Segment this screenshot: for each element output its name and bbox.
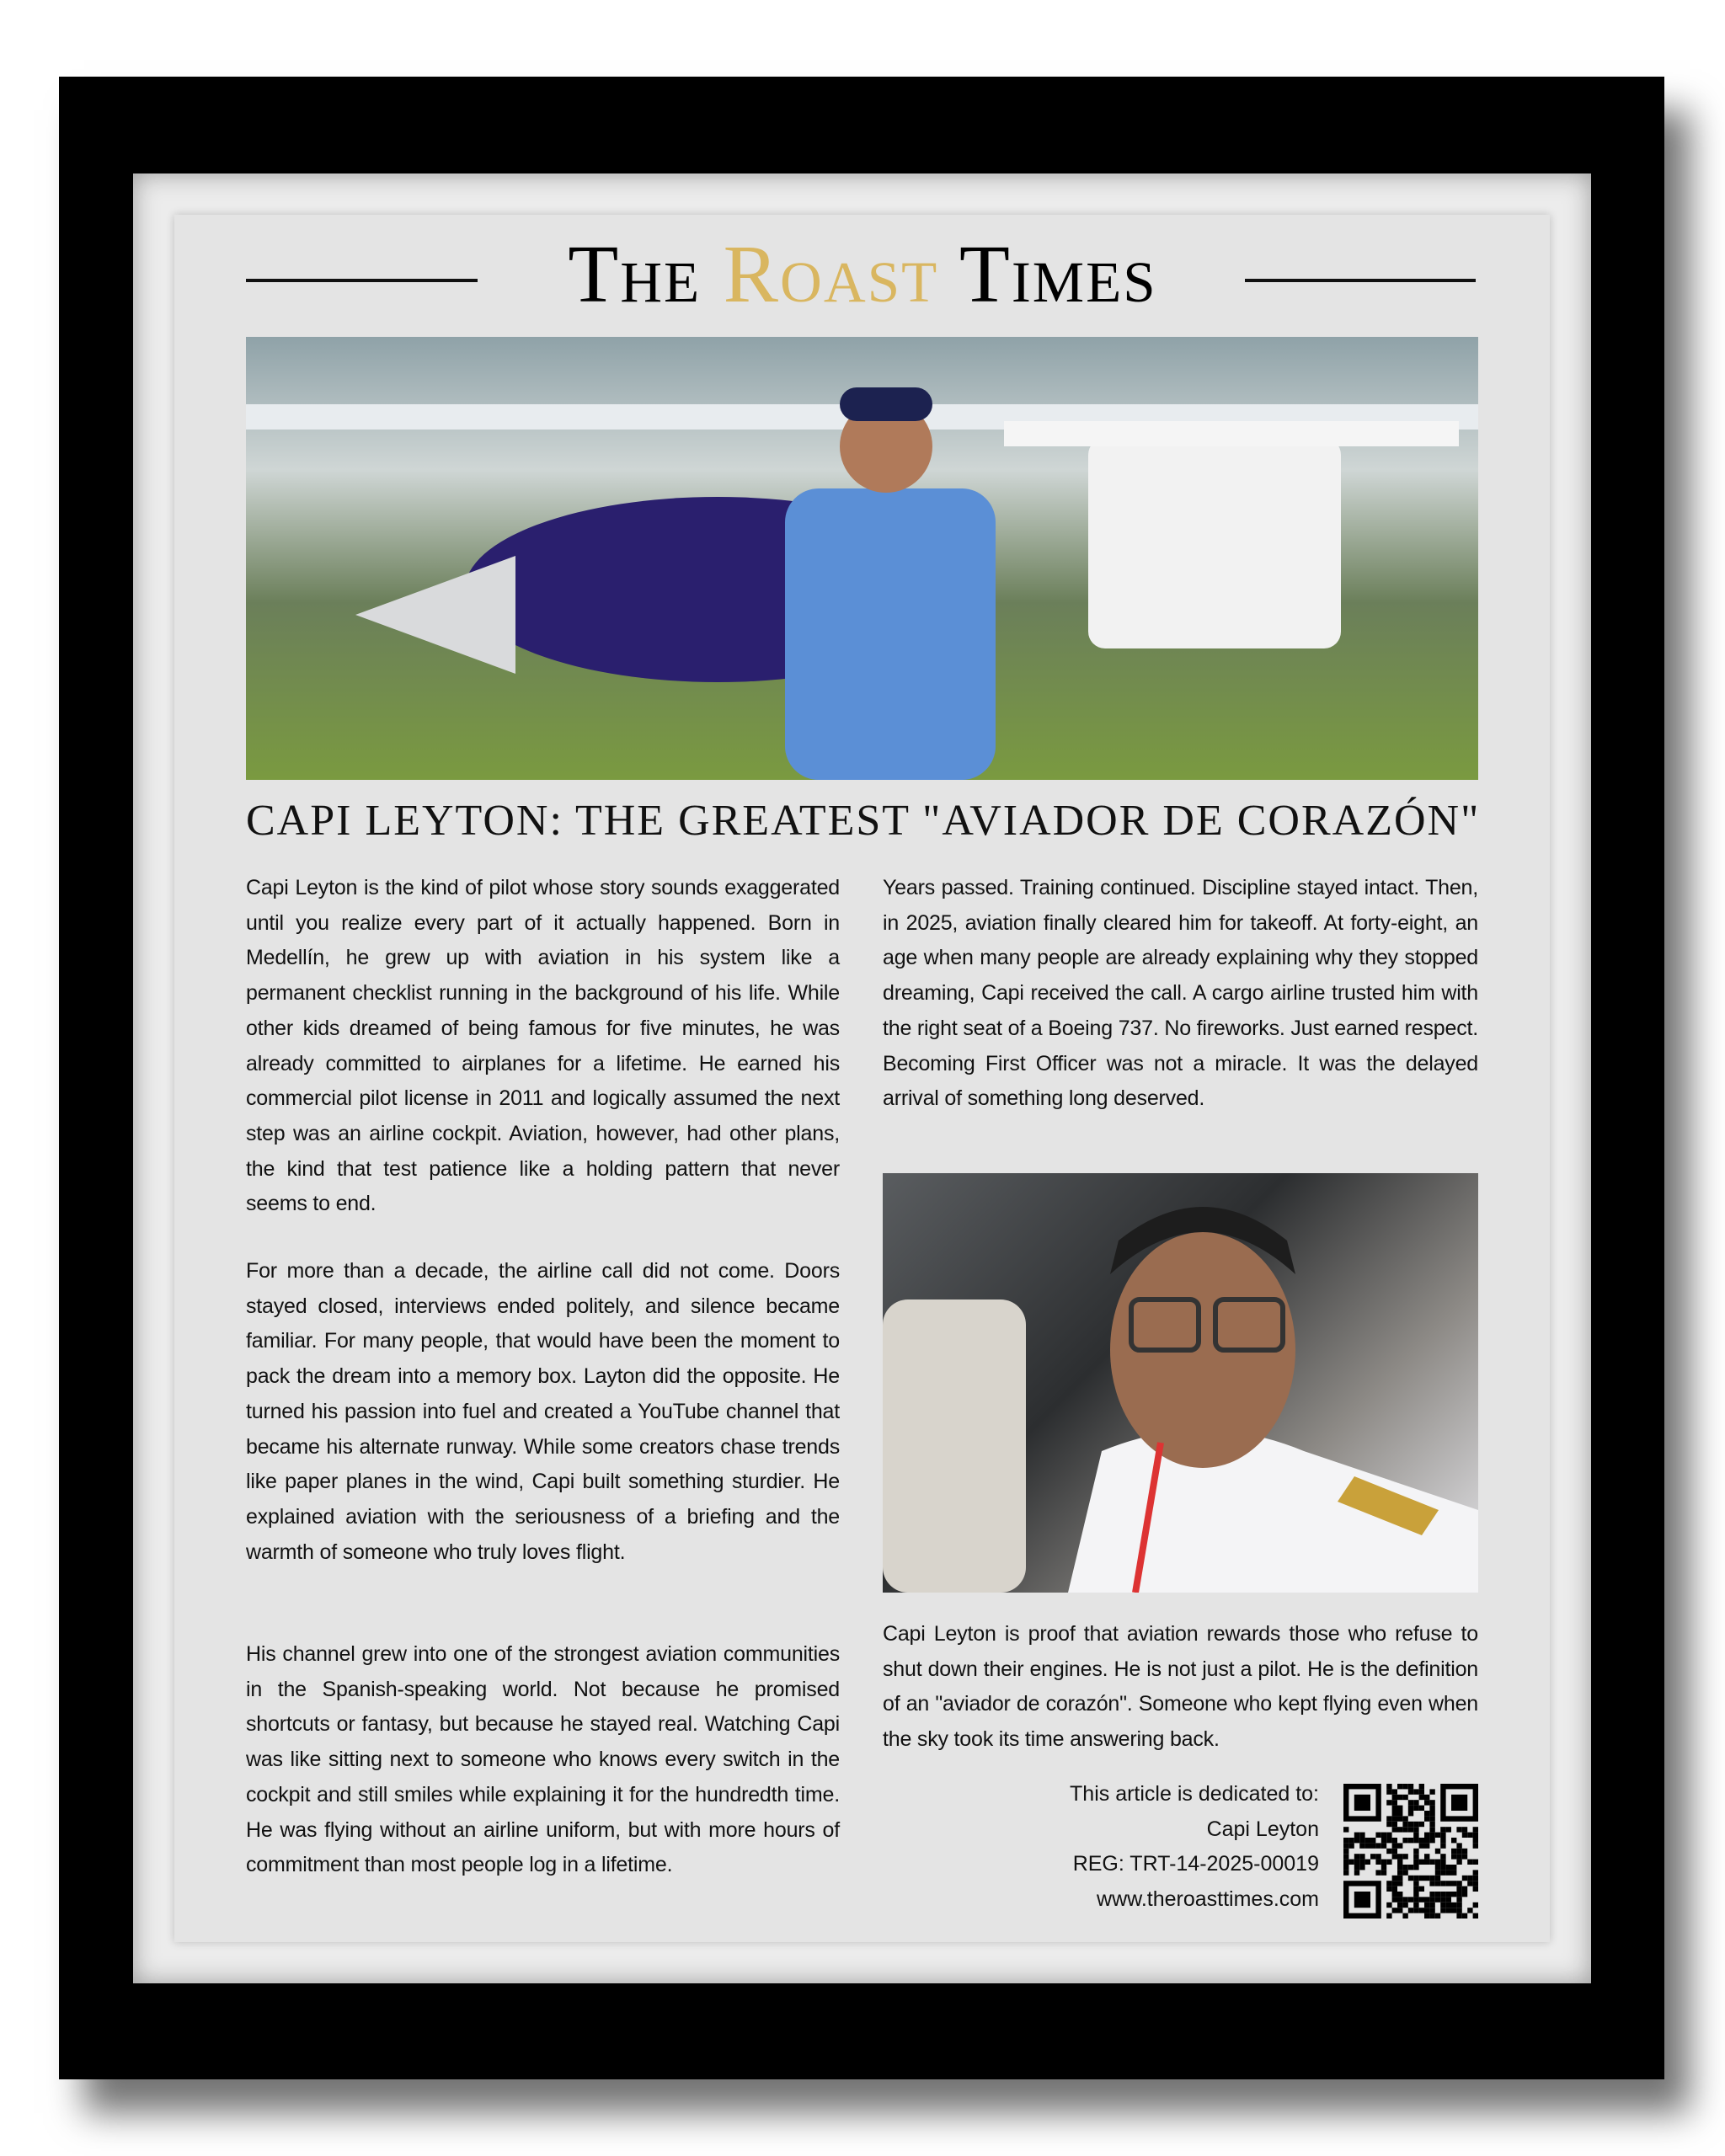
qr-module	[1408, 1822, 1413, 1827]
qr-module	[1429, 1806, 1434, 1811]
qr-module	[1451, 1908, 1456, 1913]
qr-module	[1375, 1833, 1381, 1838]
qr-module	[1413, 1886, 1418, 1892]
qr-module	[1424, 1854, 1429, 1859]
qr-module	[1402, 1870, 1407, 1875]
qr-module	[1354, 1860, 1359, 1865]
masthead-times: Times	[959, 229, 1157, 320]
qr-module	[1473, 1833, 1478, 1838]
qr-module	[1451, 1795, 1467, 1811]
qr-module	[1440, 1854, 1445, 1859]
qr-module	[1419, 1806, 1424, 1811]
qr-module	[1451, 1849, 1456, 1854]
qr-module	[1397, 1827, 1402, 1832]
qr-module	[1392, 1795, 1397, 1800]
qr-module	[1359, 1838, 1365, 1843]
qr-module	[1343, 1827, 1348, 1832]
qr-module	[1413, 1789, 1418, 1794]
qr-module	[1451, 1903, 1456, 1908]
qr-module	[1446, 1865, 1451, 1870]
qr-module	[1473, 1838, 1478, 1843]
qr-module	[1456, 1913, 1461, 1919]
qr-module	[1451, 1870, 1456, 1875]
qr-module	[1435, 1865, 1440, 1870]
qr-module	[1397, 1881, 1402, 1886]
qr-module	[1419, 1838, 1424, 1843]
article-headline: CAPI LEYTON: THE GREATEST "AVIADOR DE CORAZÓN"	[246, 797, 1481, 845]
qr-module	[1462, 1886, 1467, 1892]
qr-module	[1456, 1843, 1461, 1848]
qr-module	[1473, 1881, 1478, 1886]
qr-module	[1392, 1827, 1397, 1832]
qr-module	[1392, 1892, 1397, 1897]
qr-module	[1429, 1903, 1434, 1908]
qr-module	[1424, 1913, 1429, 1919]
masthead-rule-left	[246, 279, 478, 282]
qr-module	[1386, 1886, 1391, 1892]
qr-module	[1440, 1870, 1445, 1875]
qr-module	[1419, 1897, 1424, 1902]
qr-module	[1392, 1800, 1397, 1805]
article-closing-paragraph: Capi Leyton is proof that aviation rewards those who refuse to shut down their engines. He is not just a pilot. He is the definition of an "aviador de corazón". Someone who kept flying even when the sky took its time answering back.	[883, 1622, 1478, 1752]
qr-module	[1343, 1849, 1348, 1854]
qr-module	[1413, 1833, 1418, 1838]
qr-module	[1435, 1881, 1440, 1886]
qr-module	[1359, 1865, 1365, 1870]
qr-module	[1440, 1903, 1445, 1908]
qr-module	[1435, 1849, 1440, 1854]
qr-module	[1435, 1897, 1440, 1902]
qr-module	[1440, 1838, 1445, 1843]
pilot-in-cockpit-photo	[883, 1173, 1478, 1593]
qr-module	[1435, 1892, 1440, 1897]
qr-module	[1392, 1886, 1397, 1892]
registration-number: REG: TRT-14-2025-00019	[1072, 1852, 1319, 1876]
qr-module	[1392, 1816, 1397, 1821]
qr-module	[1386, 1833, 1391, 1838]
qr-module	[1467, 1881, 1472, 1886]
qr-module	[1446, 1870, 1451, 1875]
qr-module	[1424, 1838, 1429, 1843]
qr-module	[1359, 1860, 1365, 1865]
qr-module	[1413, 1849, 1418, 1854]
qr-module	[1386, 1913, 1391, 1919]
qr-module	[1392, 1881, 1397, 1886]
qr-module	[1435, 1913, 1440, 1919]
qr-module	[1359, 1854, 1365, 1859]
qr-module	[1473, 1876, 1478, 1881]
qr-module	[1413, 1876, 1418, 1881]
qr-module	[1397, 1865, 1402, 1870]
qr-module	[1429, 1789, 1434, 1794]
qr-module	[1413, 1903, 1418, 1908]
qr-module	[1392, 1789, 1397, 1794]
pilot-with-plane-photo	[246, 337, 1478, 780]
qr-module	[1343, 1865, 1348, 1870]
masthead-the: The	[568, 229, 702, 320]
qr-module	[1354, 1833, 1359, 1838]
qr-module	[1424, 1876, 1429, 1881]
qr-module	[1451, 1854, 1456, 1859]
qr-module	[1413, 1822, 1418, 1827]
qr-module	[1402, 1913, 1407, 1919]
qr-module	[1419, 1908, 1424, 1913]
qr-module	[1451, 1838, 1456, 1843]
qr-module	[1456, 1903, 1461, 1908]
qr-module	[1440, 1908, 1445, 1913]
article-paragraph: His channel grew into one of the strongest aviation communities in the Spanish-speaking world. Not because he promised shortcuts or fantasy, but because he stayed real. Watching Capi was like sitting next to someone who knows every switch in the cockpit and still smiles while explaining it for the hundredth time. He was flying without an airline uniform, but with more hours of commitment than most people log in a lifetime.	[246, 1642, 840, 1877]
cockpit-illustration	[883, 1173, 1478, 1593]
qr-module	[1467, 1908, 1472, 1913]
qr-module	[1386, 1849, 1391, 1854]
qr-module	[1348, 1860, 1354, 1865]
qr-module	[1429, 1811, 1434, 1816]
qr-module	[1429, 1833, 1434, 1838]
qr-module	[1343, 1838, 1348, 1843]
qr-module	[1473, 1843, 1478, 1848]
qr-module	[1456, 1886, 1461, 1892]
qr-module	[1473, 1903, 1478, 1908]
qr-code[interactable]	[1343, 1784, 1478, 1919]
qr-module	[1381, 1860, 1386, 1865]
qr-module	[1467, 1860, 1472, 1865]
qr-module	[1386, 1860, 1391, 1865]
qr-module	[1451, 1865, 1456, 1870]
qr-module	[1381, 1833, 1386, 1838]
qr-module	[1413, 1908, 1418, 1913]
qr-module	[1424, 1843, 1429, 1848]
qr-module	[1375, 1870, 1381, 1875]
qr-module	[1424, 1816, 1429, 1821]
qr-module	[1375, 1843, 1381, 1848]
qr-module	[1402, 1854, 1407, 1859]
qr-module	[1359, 1833, 1365, 1838]
masthead-roast: Roast	[723, 229, 939, 320]
qr-module	[1419, 1784, 1424, 1789]
dedication-label: This article is dedicated to:	[1070, 1782, 1319, 1806]
qr-module	[1429, 1892, 1434, 1897]
qr-module	[1397, 1870, 1402, 1875]
qr-module	[1386, 1838, 1391, 1843]
qr-module	[1392, 1897, 1397, 1902]
website-url: www.theroasttimes.com	[1097, 1887, 1319, 1912]
qr-module	[1408, 1876, 1413, 1881]
qr-module	[1462, 1892, 1467, 1897]
qr-module	[1440, 1892, 1445, 1897]
qr-module	[1397, 1854, 1402, 1859]
qr-module	[1473, 1827, 1478, 1832]
qr-module	[1440, 1897, 1445, 1902]
qr-module	[1451, 1892, 1456, 1897]
qr-module	[1381, 1865, 1386, 1870]
qr-module	[1402, 1827, 1407, 1832]
qr-module	[1440, 1833, 1445, 1838]
qr-module	[1456, 1849, 1461, 1854]
qr-module	[1424, 1897, 1429, 1902]
qr-module	[1429, 1897, 1434, 1902]
qr-module	[1440, 1827, 1445, 1832]
qr-module	[1446, 1827, 1451, 1832]
qr-module	[1397, 1897, 1402, 1902]
qr-module	[1429, 1838, 1434, 1843]
qr-module	[1365, 1838, 1370, 1843]
qr-module	[1419, 1795, 1424, 1800]
qr-module	[1354, 1838, 1359, 1843]
qr-module	[1343, 1854, 1348, 1859]
qr-module	[1397, 1795, 1402, 1800]
qr-module	[1424, 1795, 1429, 1800]
qr-module	[1456, 1854, 1461, 1859]
qr-module	[1348, 1843, 1354, 1848]
qr-module	[1408, 1806, 1413, 1811]
qr-module	[1424, 1800, 1429, 1805]
qr-module	[1375, 1860, 1381, 1865]
qr-module	[1456, 1881, 1461, 1886]
qr-module	[1446, 1897, 1451, 1902]
qr-module	[1462, 1854, 1467, 1859]
qr-module	[1424, 1811, 1429, 1816]
qr-module	[1473, 1860, 1478, 1865]
qr-module	[1429, 1860, 1434, 1865]
qr-module	[1386, 1903, 1391, 1908]
qr-module	[1402, 1816, 1407, 1821]
qr-module	[1435, 1833, 1440, 1838]
qr-module	[1424, 1903, 1429, 1908]
qr-module	[1413, 1897, 1418, 1902]
qr-module	[1429, 1881, 1434, 1886]
qr-module	[1413, 1827, 1418, 1832]
qr-module	[1397, 1784, 1402, 1789]
qr-module	[1397, 1860, 1402, 1865]
qr-module	[1397, 1892, 1402, 1897]
qr-module	[1343, 1860, 1348, 1865]
qr-module	[1392, 1908, 1397, 1913]
qr-module	[1392, 1822, 1397, 1827]
qr-module	[1456, 1892, 1461, 1897]
qr-module	[1354, 1865, 1359, 1870]
qr-module	[1408, 1827, 1413, 1832]
qr-module	[1462, 1833, 1467, 1838]
qr-module	[1451, 1881, 1456, 1886]
qr-module	[1370, 1843, 1375, 1848]
qr-module	[1365, 1860, 1370, 1865]
qr-module	[1413, 1865, 1418, 1870]
qr-module	[1386, 1800, 1391, 1805]
qr-module	[1435, 1876, 1440, 1881]
qr-module	[1456, 1827, 1461, 1832]
qr-module	[1375, 1854, 1381, 1859]
qr-module	[1354, 1795, 1370, 1811]
qr-module	[1419, 1843, 1424, 1848]
article-paragraph: Capi Leyton is the kind of pilot whose story sounds exaggerated until you realize every part of it actually happened. Born in Medellín, he grew up with aviation in his system like a permanent checklist running in the background of his life. While other kids dreamed of being famous for five minutes, he was already committed to airplanes for a lifetime. He earned his commercial pilot license in 2011 and logically assumed the next step was an airline cockpit. Aviation, however, had other plans, the kind that test patience like a holding pattern that never seems to end.	[246, 876, 840, 1216]
qr-module	[1392, 1838, 1397, 1843]
qr-module	[1462, 1849, 1467, 1854]
masthead-rule-right	[1245, 279, 1476, 282]
qr-module	[1386, 1816, 1391, 1821]
qr-module	[1402, 1822, 1407, 1827]
qr-module	[1413, 1800, 1418, 1805]
qr-module	[1419, 1822, 1424, 1827]
qr-module	[1397, 1816, 1402, 1821]
article-paragraph: Years passed. Training continued. Discipline stayed intact. Then, in 2025, aviation finally cleared him for takeoff. At forty-eight, an age when many people are already explaining why they stopped dreaming, Capi received the call. A cargo airline trusted him with the right seat of a Boeing 737. No fireworks. Just earned respect. Becoming First Officer was not a miracle. It was the delayed arrival of something long deserved.	[883, 876, 1478, 1111]
qr-module	[1419, 1860, 1424, 1865]
qr-module	[1370, 1838, 1375, 1843]
qr-module	[1440, 1881, 1445, 1886]
qr-module	[1386, 1784, 1391, 1789]
qr-module	[1397, 1876, 1402, 1881]
qr-module	[1446, 1892, 1451, 1897]
qr-module	[1462, 1913, 1467, 1919]
qr-module	[1429, 1800, 1434, 1805]
qr-module	[1381, 1870, 1386, 1875]
qr-module	[1413, 1860, 1418, 1865]
qr-module	[1354, 1854, 1359, 1859]
qr-module	[1440, 1865, 1445, 1870]
qr-module	[1386, 1822, 1391, 1827]
qr-module	[1473, 1870, 1478, 1875]
qr-module	[1402, 1784, 1407, 1789]
qr-module	[1419, 1876, 1424, 1881]
qr-module	[1429, 1816, 1434, 1821]
qr-module	[1440, 1860, 1445, 1865]
qr-module	[1435, 1870, 1440, 1875]
qr-module	[1392, 1806, 1397, 1811]
qr-module	[1408, 1865, 1413, 1870]
qr-module	[1402, 1903, 1407, 1908]
qr-module	[1343, 1870, 1348, 1875]
qr-module	[1408, 1908, 1413, 1913]
qr-module	[1408, 1838, 1413, 1843]
qr-module	[1392, 1854, 1397, 1859]
qr-module	[1397, 1903, 1402, 1908]
dedication-block	[969, 1777, 1319, 1918]
qr-module	[1419, 1886, 1424, 1892]
qr-module	[1397, 1843, 1402, 1848]
qr-module	[1429, 1827, 1434, 1832]
qr-module	[1343, 1843, 1348, 1848]
qr-module	[1473, 1886, 1478, 1892]
qr-module	[1408, 1897, 1413, 1902]
qr-module	[1462, 1876, 1467, 1881]
qr-module	[1429, 1913, 1434, 1919]
qr-module	[1354, 1892, 1370, 1908]
qr-module	[1413, 1838, 1418, 1843]
qr-module	[1392, 1811, 1397, 1816]
qr-module	[1348, 1838, 1354, 1843]
qr-module	[1462, 1827, 1467, 1832]
qr-module	[1467, 1833, 1472, 1838]
plane-illustration	[246, 337, 1478, 780]
qr-module	[1440, 1843, 1445, 1848]
qr-module	[1456, 1860, 1461, 1865]
qr-module	[1397, 1811, 1402, 1816]
qr-module	[1446, 1903, 1451, 1908]
qr-module	[1424, 1833, 1429, 1838]
qr-module	[1456, 1908, 1461, 1913]
article-paragraph: For more than a decade, the airline call did not come. Doors stayed closed, interviews ended politely, and silence became familiar. For many people, that would have been the moment to pack the dream into a memory box. Layton did the opposite. He turned his passion into fuel and created a YouTube channel that became his alternate runway. While some creators chase trends like paper planes in the wind, Capi built something sturdier. He explained aviation with the seriousness of a briefing and the warmth of someone who truly loves flight.	[246, 1259, 840, 1564]
qr-module	[1429, 1876, 1434, 1881]
qr-module	[1413, 1892, 1418, 1897]
qr-module	[1392, 1843, 1397, 1848]
dedication-name: Capi Leyton	[1206, 1817, 1319, 1841]
qr-module	[1408, 1784, 1413, 1789]
qr-module	[1435, 1860, 1440, 1865]
qr-module	[1397, 1908, 1402, 1913]
qr-module	[1413, 1881, 1418, 1886]
qr-module	[1402, 1795, 1407, 1800]
qr-module	[1392, 1876, 1397, 1881]
qr-module	[1402, 1865, 1407, 1870]
qr-module	[1446, 1881, 1451, 1886]
qr-module	[1381, 1838, 1386, 1843]
qr-module	[1446, 1908, 1451, 1913]
qr-module	[1473, 1913, 1478, 1919]
qr-module	[1397, 1806, 1402, 1811]
qr-module	[1354, 1870, 1359, 1875]
qr-module	[1408, 1811, 1413, 1816]
qr-module	[1424, 1908, 1429, 1913]
qr-module	[1381, 1843, 1386, 1848]
qr-module	[1359, 1843, 1365, 1848]
qr-module	[1392, 1849, 1397, 1854]
qr-module	[1408, 1800, 1413, 1805]
qr-module	[1402, 1897, 1407, 1902]
qr-module	[1467, 1876, 1472, 1881]
qr-module	[1408, 1789, 1413, 1794]
qr-module	[1413, 1854, 1418, 1859]
qr-module	[1419, 1789, 1424, 1794]
masthead	[478, 227, 1247, 322]
qr-module	[1370, 1854, 1375, 1859]
qr-module	[1402, 1838, 1407, 1843]
qr-module	[1386, 1881, 1391, 1886]
qr-module	[1456, 1897, 1461, 1902]
qr-module	[1386, 1789, 1391, 1794]
qr-module	[1424, 1860, 1429, 1865]
qr-module	[1429, 1908, 1434, 1913]
qr-module	[1413, 1806, 1418, 1811]
qr-module	[1365, 1843, 1370, 1848]
qr-module	[1429, 1822, 1434, 1827]
